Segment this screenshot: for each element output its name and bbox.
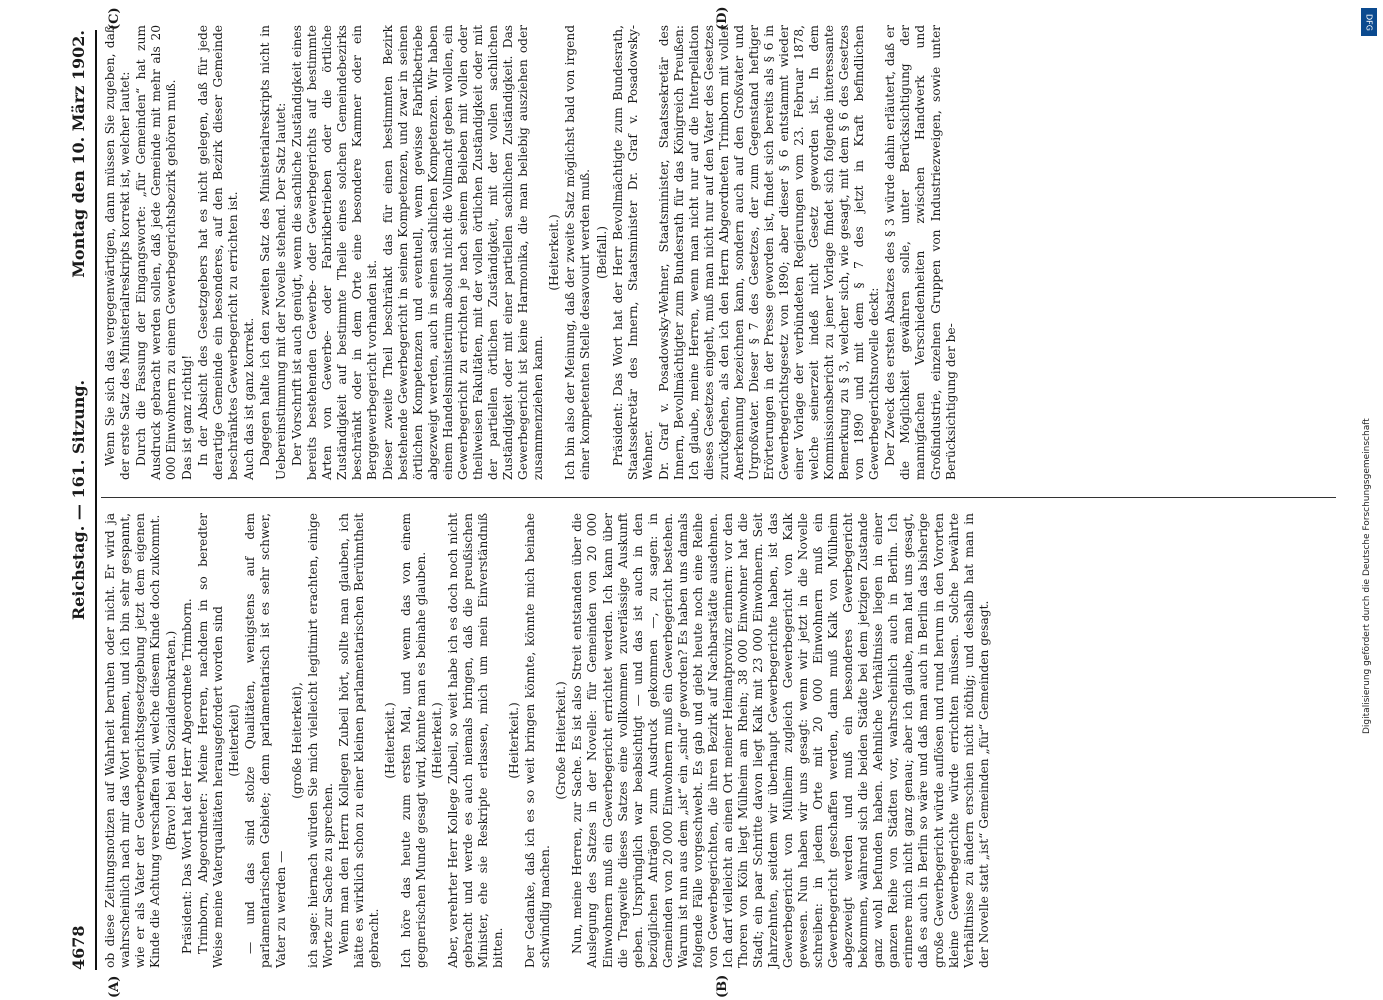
paragraph: Dr. Graf v. Posadowsky-Wehner, Staatsminister, Staatssekretär des Innern, Bevollmächtigter zum Bundesrath für das Königreich Preußen: Ich glaube, meine Herren, wenn man nicht nur auf die Interpellation dieses Gesetzes eingeht, muß man nicht nur auf den Vater des Gesetzes zurückgehen, als den ich den Herrn Abgeordneten Trimborn mit voller Anerkennung bezeichnen kann, sondern auch auf den Großvater und Urgroßvater. Dieser § 7 des Gesetzes, der zum Gegenstand heftiger Erörterungen in der Presse geworden ist, findet sich bereits als § 6 in Gewerbegerichtsgesetz von 1890; aber dieser § 6 entstammt wieder einer Vorlage der verbündeten Regierungen vom 23. Februar 1878, welche seinerzeit indeß nicht Gesetz geworden ist. In dem Kommissionsbericht zu jener Vorlage findet sich folgende interessante Bemerkung zu § 3, welcher sich, wie gesagt, mit dem § 6 des Gesetzes von 1890 und mit dem § 7 des jetzt in Kraft befindlichen Gewerbegerichtsnovelle deckt: [656, 25, 882, 480]
paragraph: Auch das ist ganz korrekt. [242, 317, 257, 480]
paragraph: — und das sind stolze Qualitäten, wenigstens auf dem parlamentarischen Gebiete; denn parlamentarisch ist es sehr schwer, Vater zu werden — [243, 513, 288, 968]
paragraph: In der Absicht des Gesetzgebers hat es nicht gelegen, daß für jede derartige Gemeinde ein besonderes, auf den Bezirk dieser Gemeinde beschränktes Gewerbegericht zu errichten ist. [196, 25, 241, 480]
session-date: Montag den 10. März 1902. [69, 30, 88, 278]
paragraph: Nun, meine Herren, zur Sache. Es ist also Streit entstanden über die Auslegung des Satzes in der Novelle: für Gemeinden von 20 000 Einwohnern muß ein Gewerbegericht errichtet werden. Ich kann über die Tragweite dieses Satzes eine vollkommen zuverlässige Auskunft geben. Ursprünglich war beabsichtigt — und das ist auch in den bezüglichen Anträgen zum Ausdruck gekommen —, zu sagen: in Gemeinden von 20 000 Einwohnern muß ein Gewerbegericht bestehen. Warum ist nun aus dem „ist“ ein „sind“ geworden? Es haben uns damals folgende Fälle vorgeschwebt. Es gab und giebt heute noch eine Reihe von Gewerbegerichten, die ihren Bezirk auf Nachbarstädte ausdehnen. Ich darf vielleicht an einen Ort meiner Heimatprovinz erinnern: vor den Thoren von Köln liegt Mülheim am Rhein; 38 000 Einwohner hat die Stadt; ein paar Schritte davon liegt Kalk mit 23 000 Einwohnern. Seit Jahrzehnten, seitdem wir überhaupt Gewerbegerichte haben, ist das Gewerbegericht von Mülheim zugleich Gewerbegericht von Kalk gewesen. Nun haben wir uns gesagt: wenn wir jetzt in die Novelle schreiben: in jedem Orte mit 20 000 Einwohnern muß ein Gewerbegericht geschaffen werden, dann muß Kalk von Mülheim abgezweigt werden und muß ein besonderes Gewerbegericht bekommen, während sich die beiden Städte bei dem jetzigen Zustande ganz wohl befunden haben. Aehnliche Verhältnisse liegen in einer ganzen Reihe von Städten vor, wahrscheinlich auch in Berlin. Ich erinnere mich nicht ganz genau; aber ich glaube, man hat uns gesagt, daß es auch in Berlin so wäre und daß man auch in Berlin das bisherige große Gewerbegericht würde auflösen und rund herum in den Vororten kleine Gewerbegerichte würde errichten müssen. Solche bewährte Verhältnisse zu ändern erschien nicht nöthig; und deshalb hat man in der Novelle statt „ist“ Gemeinden „für“ Gemeinden gesagt. [570, 513, 991, 968]
interjection: (große Heiterkeit), [289, 682, 304, 799]
margin-marker-d: (D) [715, 6, 730, 30]
paragraph: Der Zweck des ersten Absatzes des § 3 würde dahin erläutert, daß er die Möglichkeit gewähren solle, unter Berücksichtigung der mannigfachen Verschiedenheiten zwischen Handwerk und Großindustrie, einzelnen Gruppen von Industriezweigen, sowie unter Berücksichtigung der be- [883, 25, 958, 480]
paragraph: Der Gedanke, daß ich es so weit bringen könnte, könnte mich beinahe schwindlig machen. [523, 513, 553, 968]
interjection: (Bravo! bei den Sozialdemokraten.) [164, 630, 179, 851]
paragraph: ob diese Zeitungsnotizen auf Wahrheit beruhen oder nicht. Er wird ja wahrscheinlich nach mir das Wort nehmen, und ich bin sehr gespannt, wie er als Vater der Gewerbegerichtsgesetzgebung jetzt dem eigenen Kinde die Achtung verschaffen will, welche diesem Kinde doch zukommt. [103, 513, 163, 968]
page-number: 4678 [69, 925, 88, 970]
left-column [103, 513, 993, 968]
paragraph: Dieser zweite Theil beschränkt das für einen bestimmten Bezirk bestehende Gewerbegericht in seinen Kompetenzen, und zwar in seinen örtlichen Kompetenzen und eventuell, wenn gewisse Fabrikbetriebe abgezweigt werden, auch in seinen sachlichen Kompetenzen. Wir haben einem Handelsministerium absolut nicht die Vollmacht geben wollen, ein Gewerbegericht zu errichten je nach seinem Belieben mit vollen oder theilweisen Fakultäten, mit der vollen örtlichen Zuständigkeit oder mit der partiellen örtlichen Zuständigkeit, mit der vollen sachlichen Zuständigkeit oder mit einer partiellen sachlichen Zuständigkeit. Das Gewerbegericht ist keine Harmonika, die man beliebig ausziehen oder zusammenziehen kann. [380, 25, 546, 480]
paragraph: Dagegen halte ich den zweiten Satz des Ministerialreskripts nicht in Uebereinstimmung mit der Novelle stehend. Der Satz lautet: [258, 25, 288, 480]
paragraph: Präsident: Das Wort hat der Herr Abgeordnete Trimborn. [180, 598, 195, 954]
right-column [103, 25, 960, 480]
interjection: (Heiterkeit.) [507, 702, 522, 779]
interjection: (Beifall.) [594, 225, 609, 280]
paragraph: Durch die Fassung der Eingangsworte: „für Gemeinden“ hat zum Ausdruck gebracht werden sollen, daß jede Gemeinde mit mehr als 20 000 Einwohnern zu einem Gewerbegerichtsbezirk gehören muß. [134, 25, 179, 480]
column-divider [101, 497, 1336, 498]
margin-marker-b: (B) [715, 974, 730, 998]
interjection: (Heiterkeit) [227, 704, 242, 777]
page-header [65, 30, 97, 970]
interjection: (Heiterkeit.) [382, 702, 397, 779]
paragraph: Präsident: Das Wort hat der Herr Bevollmächtigte zum Bundesrath, Staatssekretär des Innern, Staatsminister Dr. Graf v. Posadowsky-Wehner. [610, 25, 655, 480]
interjection: (Heiterkeit.) [429, 702, 444, 779]
digitization-credit: Digitalisierung gefördert durch die Deutsche Forschungsgemeinschaft [1362, 418, 1372, 734]
page [55, 0, 1355, 1000]
margin-marker-c: (C) [107, 7, 122, 30]
session-title: Reichstag. — 161. Sitzung. [69, 379, 88, 621]
paragraph: Wenn Sie sich das vergegenwärtigen, dann müssen Sie zugeben, daß der erste Satz des Ministerialreskripts korrekt ist, welcher lautet: [103, 25, 133, 480]
interjection: (Große Heiterkeit.) [554, 681, 569, 800]
paragraph: Trimborn, Abgeordneter: Meine Herren, nachdem in so beredter Weise meine Vaterqualitäten herausgefordert worden sind [196, 513, 226, 968]
paragraph: Ich höre das heute zum ersten Mal, und wenn das von einem gegnerischen Munde gesagt wird, könnte man es beinahe glauben. [398, 513, 428, 968]
paragraph: Ich bin also der Meinung, daß der zweite Satz möglichst bald von irgend einer kompetenten Stelle desavouirt werden muß. [563, 25, 593, 480]
paragraph: Der Vorschrift ist auch genügt, wenn die sachliche Zuständigkeit eines bereits bestehenden Gewerbe- oder Gewerbegerichts auf bestimmte Arten von Gewerbe- oder Fabrikbetrieben oder die örtliche Zuständigkeit auf bestimmte Theile eines solchen Gemeindebezirks beschränkt oder in dem Orte eine besondere Kammer oder ein Berggewerbegericht vorhanden ist. [289, 25, 379, 480]
interjection: (Heiterkeit.) [547, 214, 562, 291]
paragraph: Wenn man den Herrn Kollegen Zubeil hört, sollte man glauben, ich hätte es wirklich schon zu einer kleinen parlamentarischen Berühmtheit gebracht. [336, 513, 381, 968]
paragraph: ich sage: hiernach würden Sie mich vielleicht legitimirt erachten, einige Worte zur Sache zu sprechen. [305, 513, 335, 968]
paragraph: Aber, verehrter Herr Kollege Zubeil, so weit habe ich es doch noch nicht gebracht und werde es auch niemals bringen, daß die preußischen Minister, ehe sie Reskripte erlassen, mich um mein Einverständniß bitten. [446, 513, 506, 968]
margin-marker-a: (A) [107, 975, 122, 998]
dfg-logo: DFG [1361, 8, 1377, 36]
paragraph: Das ist ganz richtig! [180, 354, 195, 480]
